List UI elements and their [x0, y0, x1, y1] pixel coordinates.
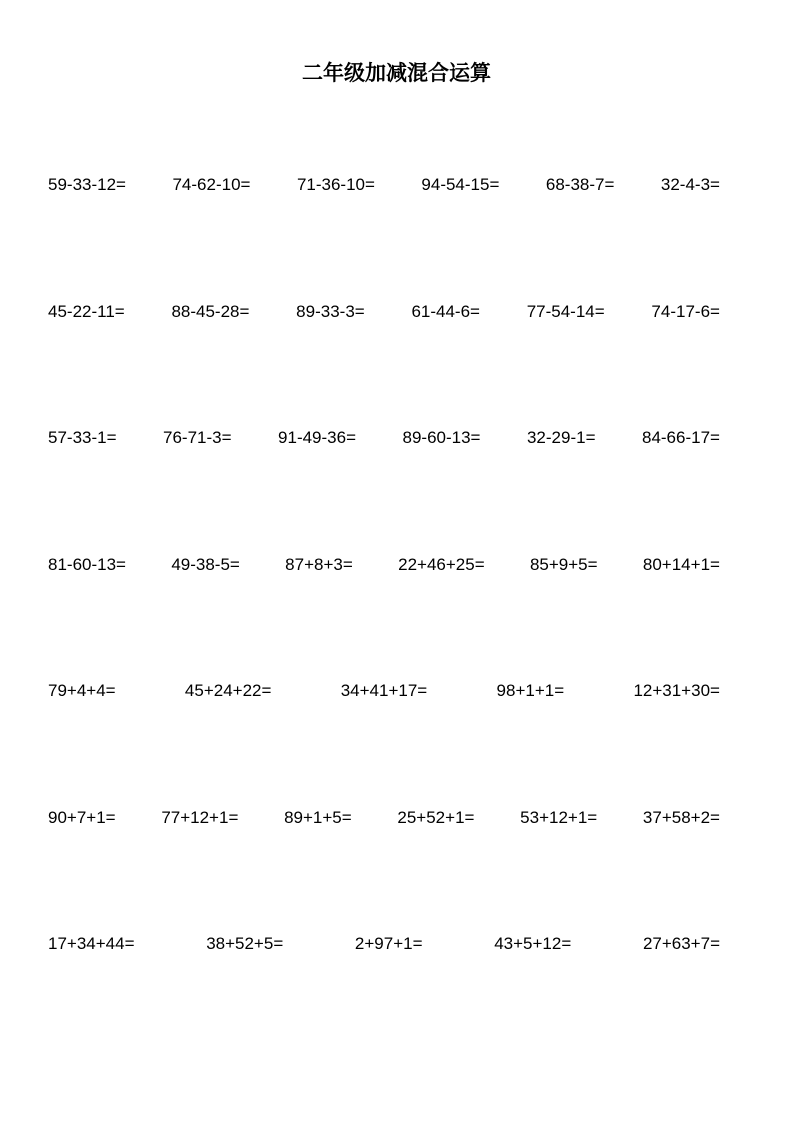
problem: 27+63+7=	[642, 934, 720, 953]
problem: 61-44-6=	[411, 301, 480, 321]
problem: 43+5+12=	[494, 934, 572, 953]
problem: 89-60-13=	[402, 428, 481, 447]
problem: 85+9+5=	[529, 554, 598, 574]
problem: 17+34+44=	[48, 934, 135, 953]
problem-row-5	[48, 677, 720, 705]
worksheet	[48, 171, 720, 1057]
problem: 45+24+22=	[184, 681, 272, 700]
problem: 98+1+1=	[496, 681, 565, 700]
problem: 81-60-13=	[48, 554, 126, 574]
problem-row-1	[48, 171, 720, 199]
problem: 45-22-11=	[48, 301, 125, 321]
problem: 74-17-6=	[651, 301, 720, 321]
problem: 49-38-5=	[171, 554, 240, 574]
problem: 59-33-12=	[48, 175, 126, 194]
problem: 71-36-10=	[296, 175, 375, 194]
problem: 94-54-15=	[421, 175, 500, 194]
problem-row-7	[48, 930, 720, 958]
problem-row-4	[48, 551, 720, 579]
problem: 37+58+2=	[642, 807, 720, 827]
problem: 74-62-10=	[172, 175, 251, 194]
problem: 77-54-14=	[526, 301, 605, 321]
problem-row-6	[48, 804, 720, 832]
problem: 88-45-28=	[171, 301, 250, 321]
problem: 76-71-3=	[163, 428, 232, 447]
problem: 12+31+30=	[633, 681, 720, 700]
page-title: 二年级加减混合运算	[302, 61, 491, 85]
problem: 32-29-1=	[526, 428, 596, 447]
problem: 84-66-17=	[641, 428, 720, 447]
problem-row-3	[48, 424, 720, 452]
problem: 89+1+5=	[284, 807, 352, 827]
problem: 38+52+5=	[206, 934, 284, 953]
problem: 68-38-7=	[545, 175, 615, 194]
problem: 79+4+4=	[48, 681, 116, 700]
problem: 25+52+1=	[397, 807, 475, 827]
problem-row-2	[48, 298, 720, 326]
problem: 22+46+25=	[398, 554, 485, 574]
problem: 91-49-36=	[278, 428, 357, 447]
problem: 89-33-3=	[296, 301, 365, 321]
problem: 53+12+1=	[520, 807, 598, 827]
problem: 90+7+1=	[48, 807, 116, 827]
problem: 80+14+1=	[642, 554, 720, 574]
problem: 57-33-1=	[48, 428, 117, 447]
problem: 87+8+3=	[285, 554, 353, 574]
problem: 77+12+1=	[161, 807, 239, 827]
problem: 32-4-3=	[660, 175, 720, 194]
problem: 2+97+1=	[354, 934, 423, 953]
problem: 34+41+17=	[340, 681, 428, 700]
